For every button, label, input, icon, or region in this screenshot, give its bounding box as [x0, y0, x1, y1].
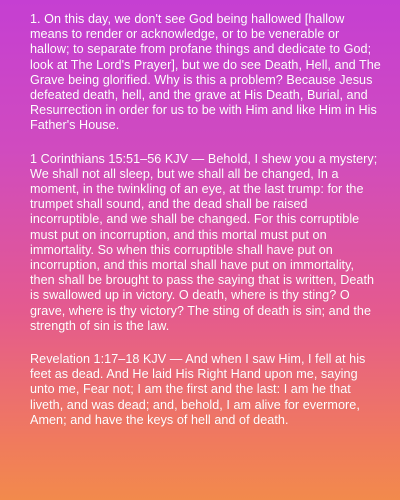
- paragraph-corinthians-quote: 1 Corinthians 15:51–56 KJV — Behold, I shew you a mystery; We shall not all sleep, but we shall all be changed, In a moment, in the twinkling of an eye, at the last trump: for the trumpet shall sound, and the dead shall be raised incorruptible, and we shall be changed. For this corruptible must put on incorruption, and this mortal must put on immortality. So when this corruptible shall have put on incorruption, and this mortal shall have put on immortality, then shall be brought to pass the saying that is written, Death is swallowed up in victory. O death, where is thy sting? O grave, where is thy victory? The sting of death is sin; and the strength of sin is the law.: [30, 151, 378, 333]
- paragraph-commentary: 1. On this day, we don't see God being hallowed [hallow means to render or acknowledge, or to be venerable or hallow; to separate from profane things and dedicate to God; look at The Lord's Prayer], but we do see Death, Hell, and The Grave being glorified. Why is this a problem? Because Jesus defeated death, hell, and the grave at His Death, Burial, and Resurrection in order for us to be with Him and like Him in His Father's House.: [30, 12, 381, 133]
- paragraph-revelation-quote: Revelation 1:17–18 KJV — And when I saw Him, I fell at his feet as dead. And He laid His Right Hand upon me, saying unto me, Fear not; I am the first and the last: I am he that liveth, and was dead; and, behold, I am alive for evermore, Amen; and have the keys of hell and of death.: [30, 352, 366, 427]
